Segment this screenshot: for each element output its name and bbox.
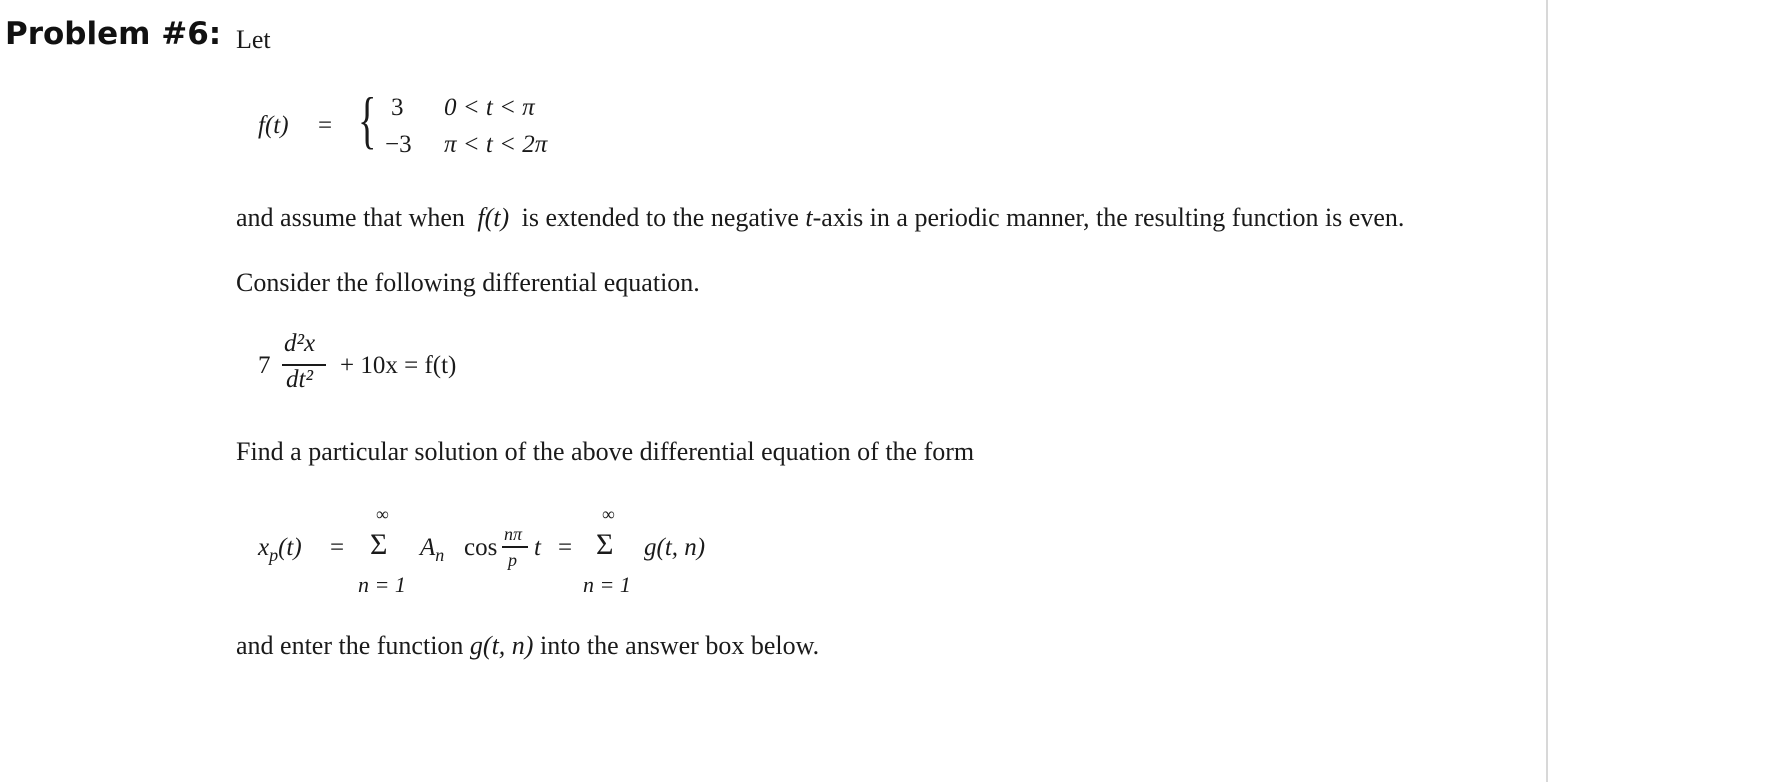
cos-function: cos (464, 534, 498, 561)
series-lhs: $x_p(t)$ (258, 534, 302, 565)
definition-lhs: f(t) (258, 112, 289, 139)
series-g: g(t, n) (644, 534, 706, 561)
consider-text: Consider the following differential equation. (236, 268, 700, 297)
sum2-upper: ∞ (602, 504, 615, 524)
case2-value: −3 (385, 131, 412, 158)
final-before: and enter the function (236, 631, 464, 660)
sum2-sigma: Σ (596, 528, 614, 561)
series-equals-2: = (558, 534, 573, 561)
equation-coefficient: 7 (258, 352, 271, 379)
page-right-border (1546, 0, 1548, 782)
series-expression (258, 500, 738, 600)
case2-condition: π < t < 2π (444, 131, 548, 158)
definition-equals: = (318, 112, 333, 139)
differential-equation (258, 330, 558, 400)
case1-value: 3 (391, 94, 404, 121)
final-g: g(t, n) (469, 631, 534, 660)
problem-heading: Problem #6: (5, 16, 222, 52)
assumption-middle: is extended to the negative (521, 203, 799, 232)
series-t: t (534, 534, 541, 561)
final-after: into the answer box below. (539, 631, 820, 660)
equation-denominator: dt² (286, 366, 313, 393)
assumption-after: -axis in a periodic manner, the resulting function is even. (812, 203, 1405, 232)
assumption-func: f(t) (477, 203, 510, 232)
sum2-lower: n = 1 (583, 572, 631, 597)
term-a: $A_n$ (420, 534, 445, 565)
equation-numerator: d²x (284, 330, 316, 357)
case1-condition: 0 < t < π (444, 94, 535, 121)
final-paragraph (236, 631, 819, 661)
assumption-before: and assume that when (236, 203, 465, 232)
assumption-paragraph (236, 203, 1404, 233)
sum1-sigma: Σ (370, 528, 388, 561)
equation-rest: + 10x = f(t) (340, 352, 457, 379)
sum1-lower: n = 1 (358, 572, 406, 597)
sum1-upper: ∞ (376, 504, 389, 524)
piecewise-definition (258, 84, 618, 168)
find-text: Find a particular solution of the above differential equation of the form (236, 437, 975, 466)
cos-fraction-bar (502, 546, 528, 548)
cos-fraction-denominator: p (508, 550, 517, 570)
assumption-var: t (805, 203, 813, 232)
left-brace: { (358, 84, 377, 155)
series-equals-1: = (330, 534, 345, 561)
problem-intro: Let (236, 25, 271, 54)
cos-fraction-numerator: nπ (504, 524, 523, 544)
